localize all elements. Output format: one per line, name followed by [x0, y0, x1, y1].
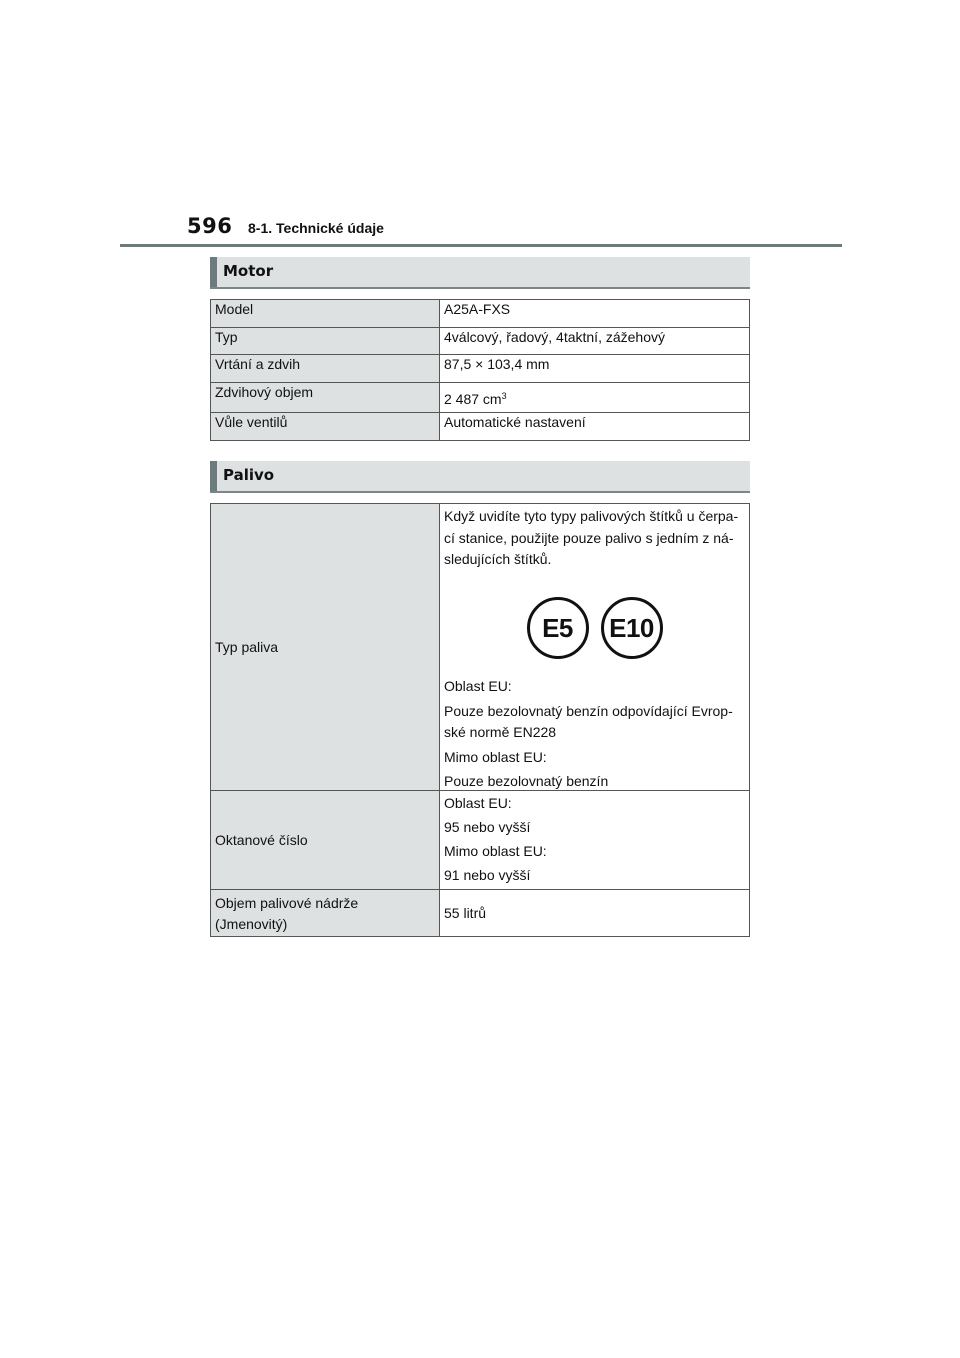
- eu-octane-value: 95 nebo vyšší: [444, 818, 531, 835]
- spec-key: Vůle ventilů: [211, 413, 440, 441]
- displacement-superscript: 3: [501, 391, 507, 401]
- motor-spec-table: [210, 299, 750, 441]
- fuel-badge-e5: E5: [527, 597, 589, 659]
- page-number: 596: [187, 214, 233, 238]
- spec-key: Zdvihový objem: [211, 383, 440, 413]
- fuel-badges: [444, 571, 745, 677]
- table-row: [211, 504, 750, 791]
- fuel-type-value: [440, 504, 750, 791]
- displacement-value: 2 487 cm: [444, 391, 502, 407]
- spec-key: Oktanové číslo: [211, 790, 440, 889]
- eu-region-label: Oblast EU:: [444, 677, 512, 694]
- eu-region-label: Oblast EU:: [444, 794, 512, 811]
- section-heading-label: Motor: [223, 262, 274, 280]
- fuel-label-intro: Když uvidíte tyto typy palivových štítků u čerpa-cí stanice, použijte pouze palivo s jedním z ná-sledujících štítků.: [444, 508, 739, 567]
- chapter-title: 8-1. Technické údaje: [248, 220, 384, 236]
- spec-key: Typ paliva: [211, 504, 440, 791]
- spec-key: [211, 889, 440, 936]
- table-row: [211, 383, 750, 413]
- table-row: [211, 790, 750, 889]
- fuel-badge-e10: E10: [601, 597, 663, 659]
- section-heading-bar: [210, 461, 217, 491]
- non-eu-region-label: Mimo oblast EU:: [444, 842, 547, 859]
- tank-capacity-value: 55 litrů: [440, 889, 750, 936]
- table-row: [211, 889, 750, 936]
- spec-value: 4válcový, řadový, 4taktní, zážehový: [440, 328, 750, 355]
- table-row: [211, 355, 750, 383]
- spec-value: Automatické nastavení: [440, 413, 750, 441]
- octane-value: [440, 790, 750, 889]
- spec-key: Typ: [211, 328, 440, 355]
- eu-region-value: Pouze bezolovnatý benzín odpovídající Evrop-ské normě EN228: [444, 702, 733, 740]
- table-row: [211, 300, 750, 328]
- header-rule: [120, 244, 842, 247]
- spec-value: [440, 383, 750, 413]
- section-heading-label: Palivo: [223, 466, 275, 484]
- table-row: [211, 413, 750, 441]
- non-eu-octane-value: 91 nebo vyšší: [444, 866, 531, 883]
- non-eu-region-label: Mimo oblast EU:: [444, 748, 547, 765]
- section-heading-bar: [210, 257, 217, 287]
- tank-capacity-label: Objem palivové nádrže: [215, 894, 359, 911]
- tank-capacity-label-note: (Jmenovitý): [215, 915, 288, 932]
- spec-value: A25A-FXS: [440, 300, 750, 328]
- section-heading-motor: [210, 257, 750, 289]
- spec-value: 87,5 × 103,4 mm: [440, 355, 750, 383]
- section-heading-palivo: [210, 461, 750, 493]
- spec-key: Vrtání a zdvih: [211, 355, 440, 383]
- palivo-spec-table: [210, 503, 750, 937]
- table-row: [211, 328, 750, 355]
- non-eu-region-value: Pouze bezolovnatý benzín: [444, 772, 609, 789]
- spec-key: Model: [211, 300, 440, 328]
